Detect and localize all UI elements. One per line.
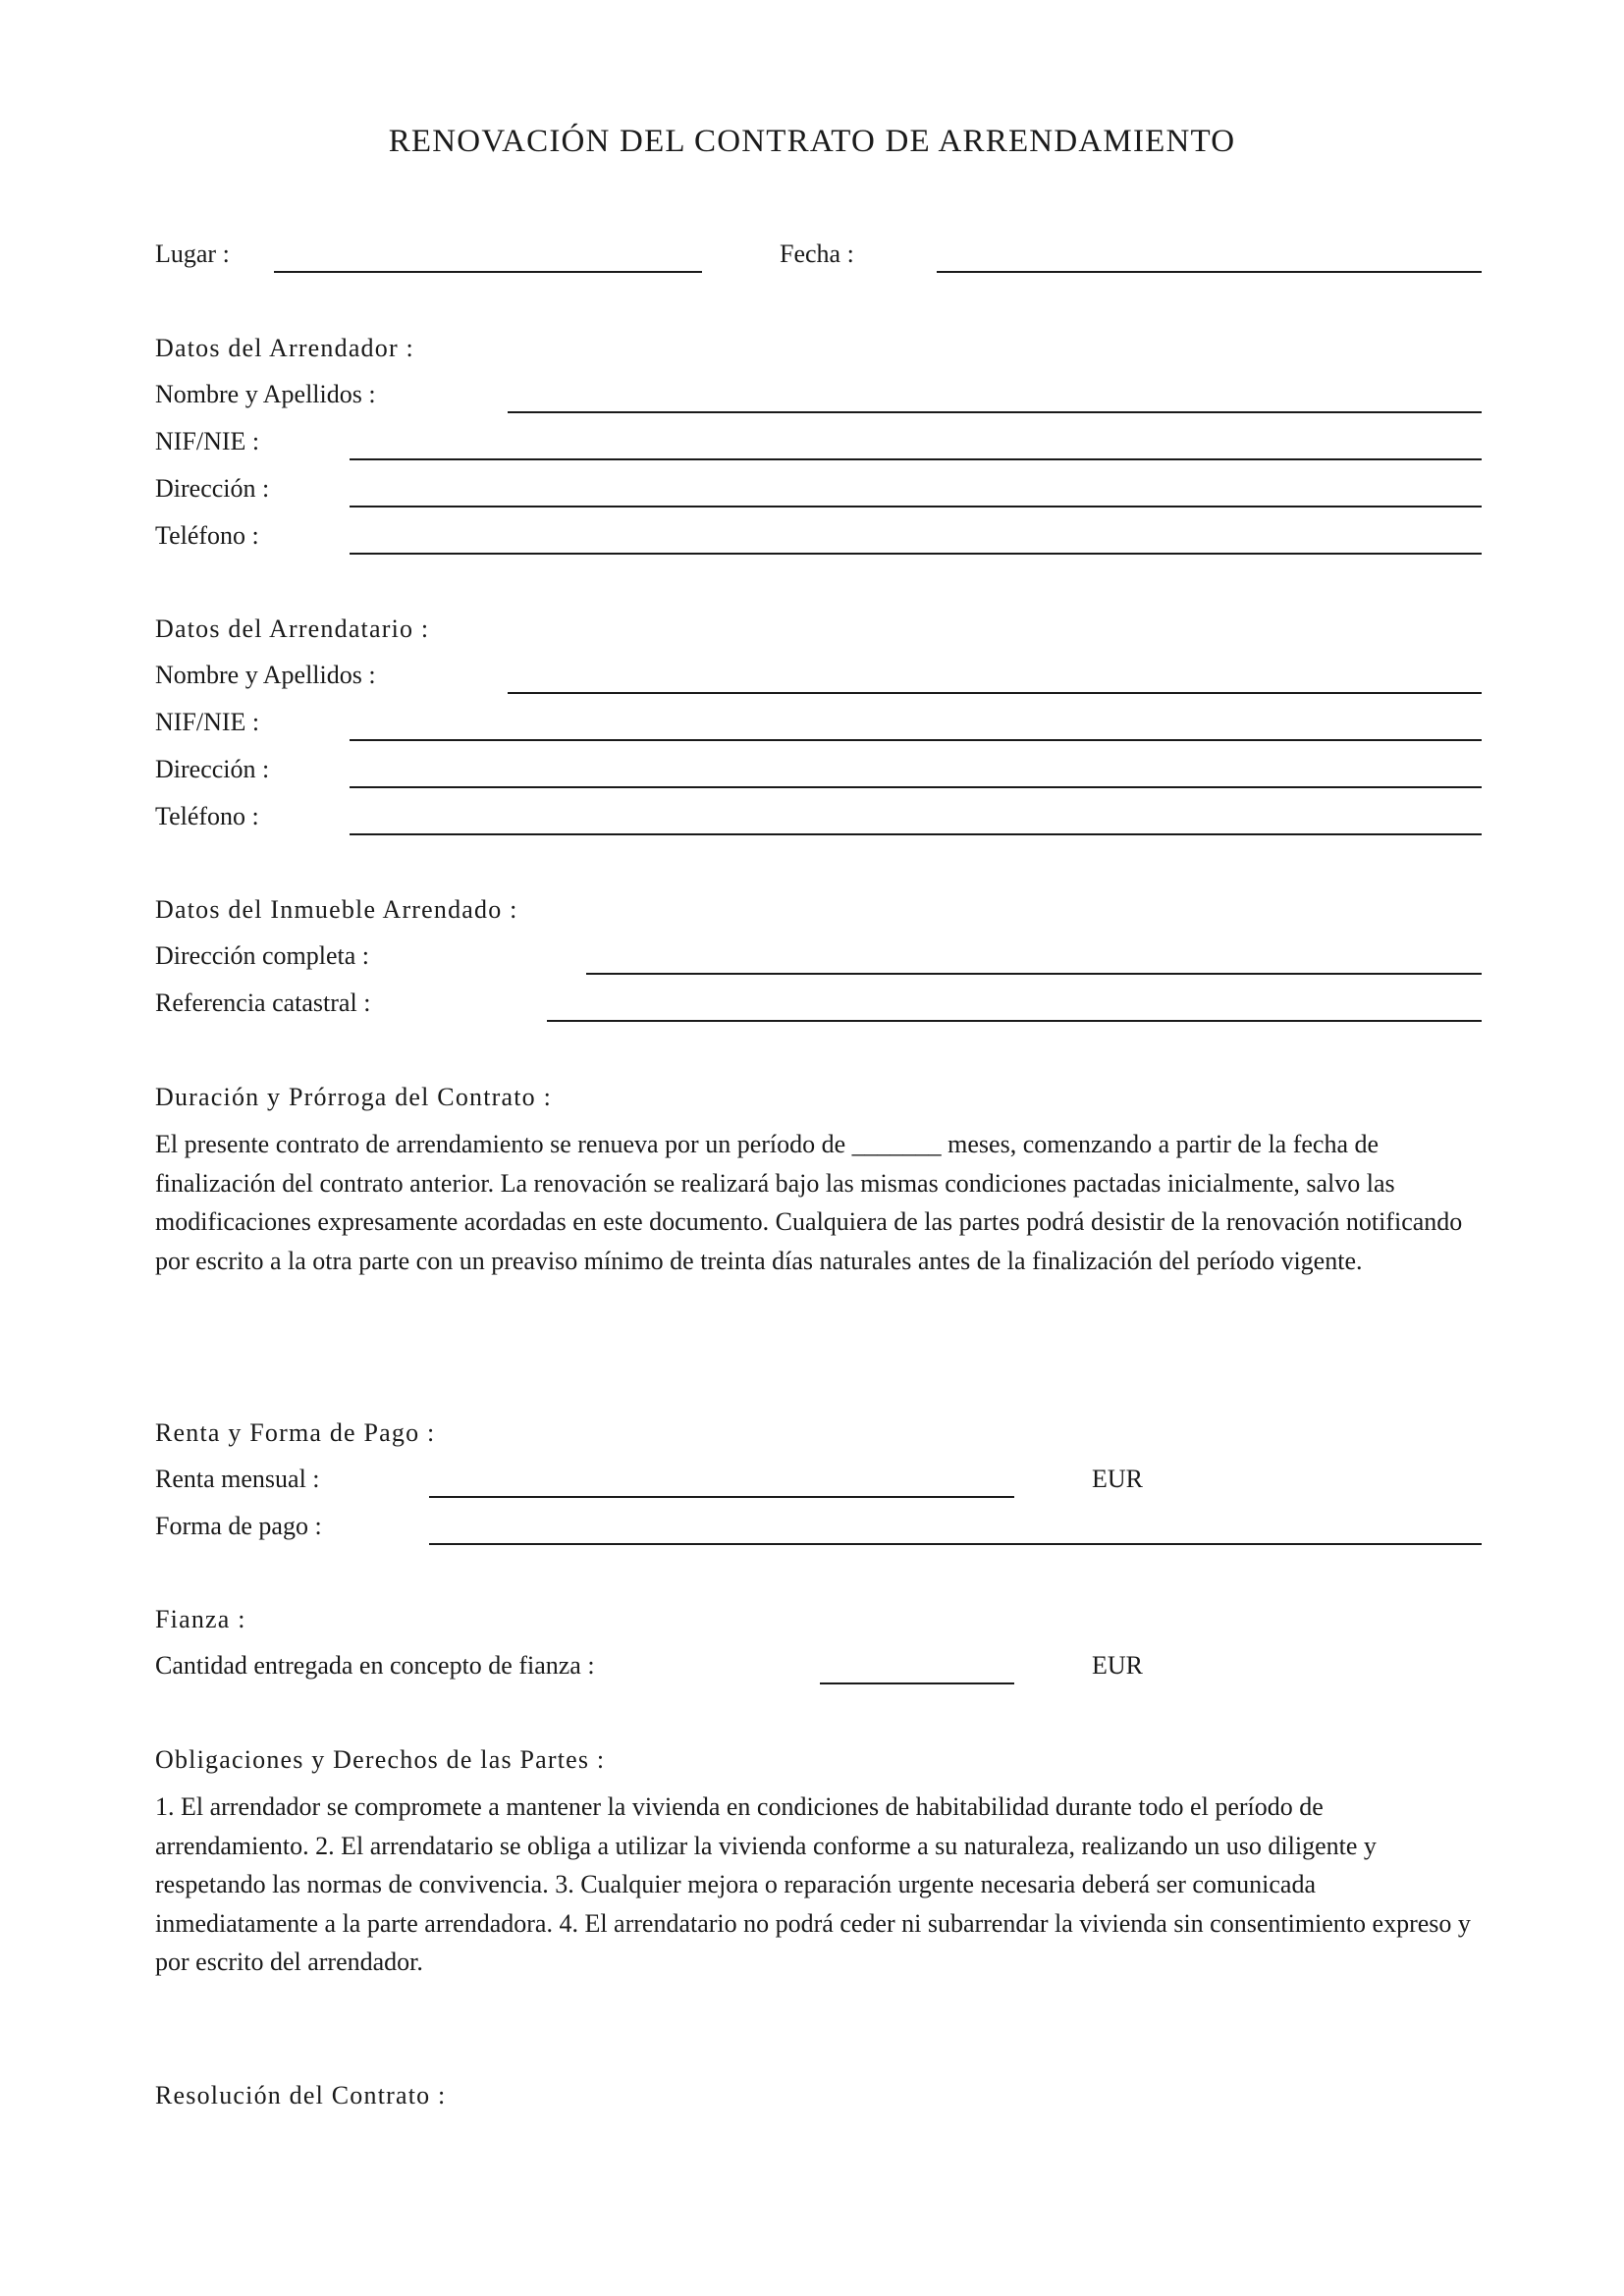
- arrendatario-telefono-field[interactable]: [350, 833, 1482, 835]
- arrendador-telefono-field[interactable]: [350, 553, 1482, 555]
- inmueble-direccion-label: Dirección completa :: [155, 941, 370, 970]
- fecha-field[interactable]: [937, 271, 1482, 273]
- renta-mensual-label: Renta mensual :: [155, 1465, 320, 1493]
- renta-heading: Renta y Forma de Pago :: [155, 1418, 436, 1447]
- inmueble-referencia-label: Referencia catastral :: [155, 988, 371, 1017]
- arrendador-heading: Datos del Arrendador :: [155, 334, 414, 362]
- arrendador-nif-field[interactable]: [350, 458, 1482, 460]
- arrendatario-direccion-field[interactable]: [350, 786, 1482, 788]
- duracion-paragraph: El presente contrato de arrendamiento se renueva por un período de _______ meses, comenzando a partir de la fecha de finalización del contrato anterior. La renovación se realizará bajo las mismas condiciones pactadas inicialmente, salvo las modificaciones expresamente acordadas en este documento. Cualquiera de las partes podrá desistir de la renovación notificando por escrito a la otra parte con un preaviso mínimo de treinta días naturales antes de la finalización del período vigente.: [155, 1130, 1463, 1275]
- inmueble-direccion-field[interactable]: [586, 973, 1482, 975]
- resolucion-heading: Resolución del Contrato :: [155, 2081, 447, 2109]
- renta-mensual-field[interactable]: [429, 1496, 1014, 1498]
- forma-pago-label: Forma de pago :: [155, 1512, 322, 1540]
- renta-currency: EUR: [1092, 1465, 1143, 1493]
- inmueble-referencia-field[interactable]: [547, 1020, 1482, 1022]
- fecha-label: Fecha :: [780, 240, 854, 268]
- fianza-cantidad-field[interactable]: [820, 1682, 1014, 1684]
- arrendatario-direccion-label: Dirección :: [155, 755, 270, 783]
- arrendatario-nombre-label: Nombre y Apellidos :: [155, 661, 376, 689]
- arrendatario-nif-label: NIF/NIE :: [155, 708, 260, 736]
- arrendador-direccion-label: Dirección :: [155, 474, 270, 503]
- fianza-currency: EUR: [1092, 1651, 1143, 1680]
- duracion-heading: Duración y Prórroga del Contrato :: [155, 1083, 552, 1111]
- fianza-heading: Fianza :: [155, 1605, 246, 1633]
- arrendador-nombre-label: Nombre y Apellidos :: [155, 380, 376, 408]
- obligaciones-heading: Obligaciones y Derechos de las Partes :: [155, 1745, 606, 1774]
- arrendatario-telefono-label: Teléfono :: [155, 802, 259, 830]
- inmueble-heading: Datos del Inmueble Arrendado :: [155, 895, 518, 924]
- arrendatario-nombre-field[interactable]: [508, 692, 1482, 694]
- fianza-cantidad-label: Cantidad entregada en concepto de fianza :: [155, 1651, 595, 1680]
- arrendador-nif-label: NIF/NIE :: [155, 427, 260, 455]
- arrendador-nombre-field[interactable]: [508, 411, 1482, 413]
- forma-pago-field[interactable]: [429, 1543, 1482, 1545]
- document-title: RENOVACIÓN DEL CONTRATO DE ARRENDAMIENTO: [388, 124, 1236, 159]
- arrendatario-nif-field[interactable]: [350, 739, 1482, 741]
- arrendador-telefono-label: Teléfono :: [155, 521, 259, 550]
- obligaciones-paragraph: 1. El arrendador se compromete a mantener la vivienda en condiciones de habitabilidad durante todo el período de arrendamiento. 2. El arrendatario se obliga a utilizar la vivienda conforme a su naturaleza, realizando un uso diligente y respetando las normas de convivencia. 3. Cualquier mejora o reparación urgente necesaria deberá ser comunicada inmediatamente a la parte arrendadora. 4. El arrendatario no podrá ceder ni subarrendar la vivienda sin consentimiento expreso y por escrito del arrendador.: [155, 1792, 1471, 1976]
- arrendatario-heading: Datos del Arrendatario :: [155, 614, 430, 643]
- lugar-field[interactable]: [274, 271, 702, 273]
- lugar-label: Lugar :: [155, 240, 230, 268]
- arrendador-direccion-field[interactable]: [350, 506, 1482, 507]
